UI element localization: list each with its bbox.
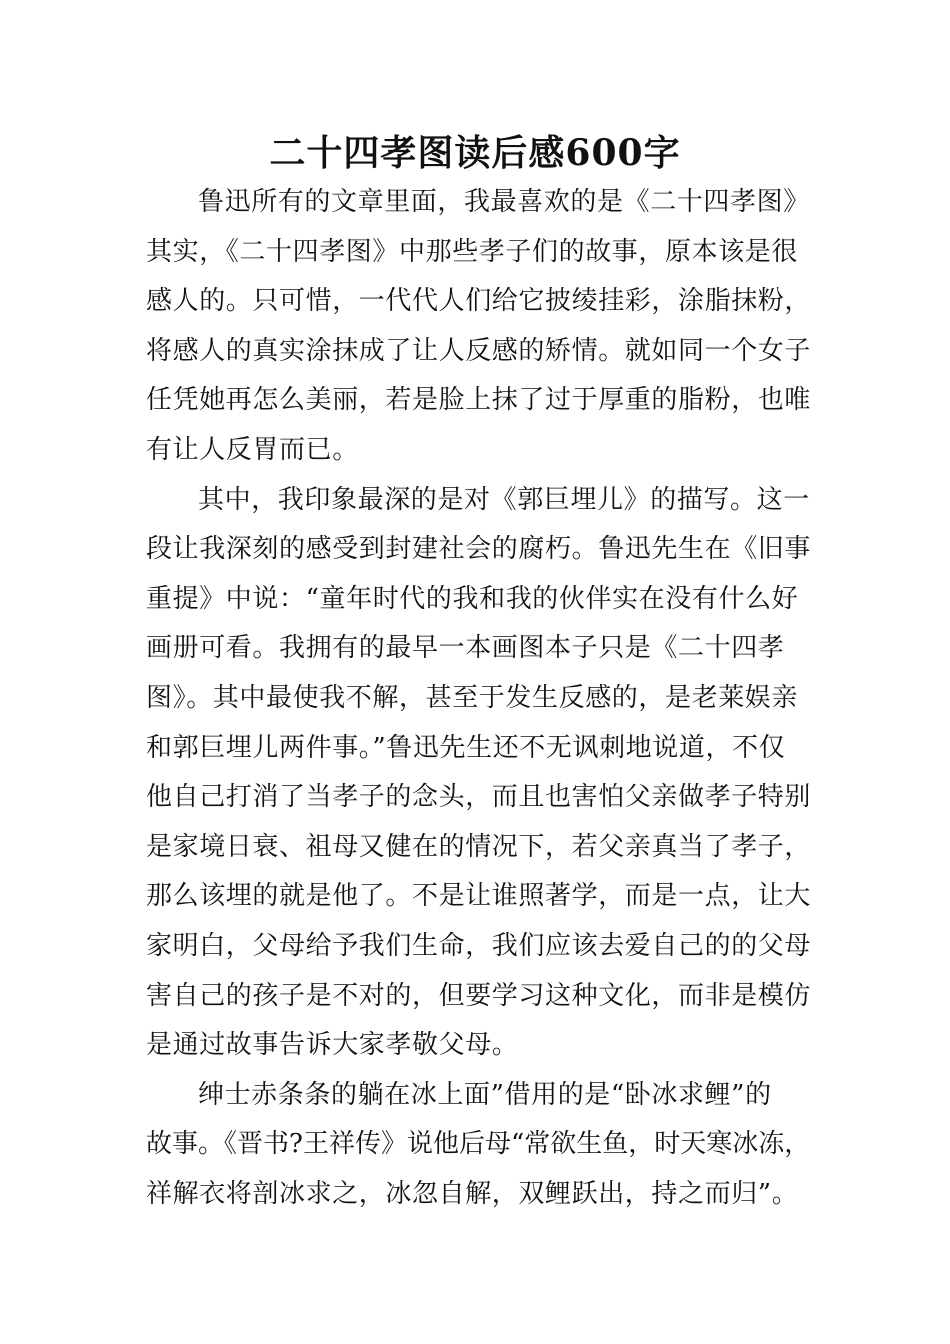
paragraph-line: 重提》中说：“童年时代的我和我的伙伴实在没有什么好 (146, 583, 799, 614)
paragraph-line: 画册可看。我拥有的最早一本画图本子只是《二十四孝 (146, 633, 785, 664)
paragraph-line: 那么该埋的就是他了。不是让谁照著学，而是一点，让大 (146, 881, 812, 912)
document-body (146, 178, 826, 1219)
paragraph-line: 家明白，父母给予我们生命，我们应该去爱自己的的父母 (146, 930, 812, 961)
paragraph-line: 将感人的真实涂抹成了让人反感的矫情。就如同一个女子 (146, 335, 812, 366)
paragraph-line: 鲁迅所有的文章里面，我最喜欢的是《二十四孝图》 (198, 187, 810, 217)
paragraph-line: 害自己的孩子是不对的，但要学习这种文化，而非是模仿 (146, 980, 812, 1011)
paragraph-line: 故事。《晋书?王祥传》说他后母“常欲生鱼，时天寒冰冻， (146, 1129, 811, 1160)
paragraph-line: 有让人反胃而已。 (146, 434, 359, 465)
paragraph-line: 段让我深刻的感受到封建社会的腐朽。鲁迅先生在《旧事 (146, 534, 812, 565)
paragraph-line: 其中，我印象最深的是对《郭巨埋儿》的描写。这一 (198, 484, 810, 515)
paragraph-line: 图》。其中最使我不解，甚至于发生反感的，是老莱娱亲 (146, 682, 799, 713)
paragraph-line: 其实，《二十四孝图》中那些孝子们的故事，原本该是很 (146, 236, 799, 267)
paragraph-line: 绅士赤条条的躺在冰上面”借用的是“卧冰求鲤”的 (198, 1079, 772, 1110)
paragraph-line: 任凭她再怎么美丽，若是脸上抹了过于厚重的脂粉，也唯 (146, 385, 812, 416)
paragraph-line: 和郭巨埋儿两件事。”鲁迅先生还不无讽刺地说道，不仅 (146, 732, 786, 763)
paragraph-line: 祥解衣将剖冰求之，冰忽自解，双鲤跃出，持之而归”。 (146, 1178, 799, 1209)
paragraph-line: 是通过故事告诉大家孝敬父母。 (146, 1030, 519, 1061)
document-title: 二十四孝图读后感600字 (269, 132, 681, 174)
paragraph-line: 感人的。只可惜，一代代人们给它披绫挂彩，涂脂抹粉， (146, 286, 812, 317)
paragraph-line: 他自己打消了当孝子的念头，而且也害怕父亲做孝子特别 (146, 782, 812, 813)
paragraph-line: 是家境日衰、祖母又健在的情况下，若父亲真当了孝子， (146, 831, 812, 862)
